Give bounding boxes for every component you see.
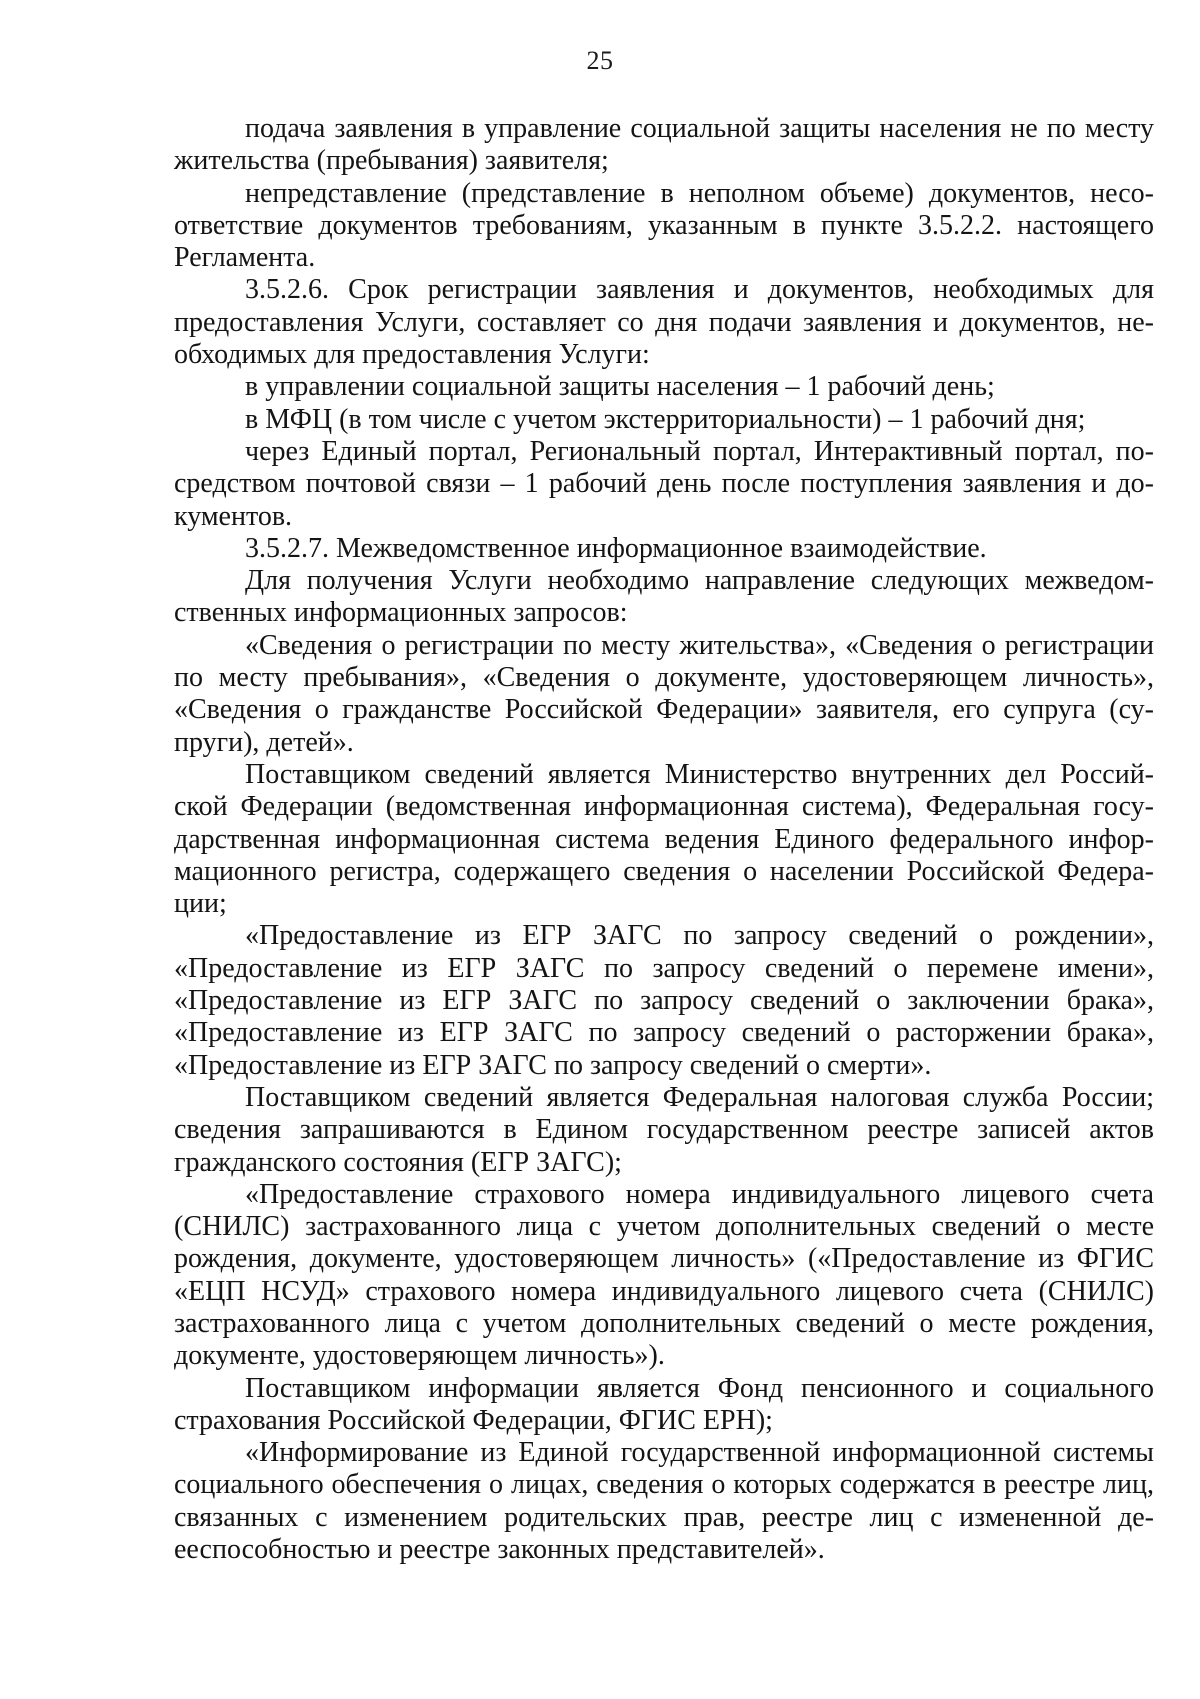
page-number: 25 xyxy=(586,46,614,75)
paragraph: «Информирование из Единой государственной информационной системы социального обеспечения о лицах, сведения о которых содержатся в реестре лиц, связанных с изменением родительских прав, реестре лиц с измененной деееспособностью и реестре законных представителей». xyxy=(174,1437,1154,1566)
paragraph: через Единый портал, Региональный портал, Интерактивный портал, посредством почтовой связи – 1 рабочий день после поступления заявления и документов. xyxy=(174,435,1154,532)
paragraph: непредставление (представление в неполном объеме) документов, несоответствие документов требованиям, указанным в пункте 3.5.2.2. настоящего Регламента. xyxy=(174,177,1154,274)
paragraph: 3.5.2.6. Срок регистрации заявления и документов, необходимых для предоставления Услуги, составляет со дня подачи заявления и документов, необходимых для предоставления Услуги: xyxy=(174,274,1154,371)
paragraph: «Предоставление страхового номера индивидуального лицевого счета (СНИЛС) застрахованного лица с учетом дополнительных сведений о месте рождения, документе, удостоверяющем личность» («Предоставление из ФГИС «ЕЦП НСУД» страхового номера индивидуального лицевого счета (СНИЛС) застрахованного лица с учетом дополнительных сведений о месте рождения, документе, удостоверяющем личность»). xyxy=(174,1178,1154,1372)
paragraph: «Сведения о регистрации по месту жительства», «Сведения о регистрации по месту пребывания», «Сведения о документе, удостоверяющем личность», «Сведения о гражданстве Российской Федерации» заявителя, его супруга (супруги), детей». xyxy=(174,629,1154,758)
paragraph: Поставщиком информации является Фонд пенсионного и социального страхования Российской Федерации, ФГИС ЕРН); xyxy=(174,1372,1154,1436)
paragraph: «Предоставление из ЕГР ЗАГС по запросу сведений о рождении», «Предоставление из ЕГР ЗАГС по запросу сведений о перемене имени», «Предоставление из ЕГР ЗАГС по запросу сведений о заключении брака», «Предоставление из ЕГР ЗАГС по запросу сведений о расторжении брака», «Предоставление из ЕГР ЗАГС по запросу сведений о смерти». xyxy=(174,920,1154,1081)
paragraph: подача заявления в управление социальной защиты населения не по месту жительства (пребывания) заявителя; xyxy=(174,113,1154,177)
document-body xyxy=(174,113,1154,1566)
paragraph: Поставщиком сведений является Министерство внутренних дел Российской Федерации (ведомственная информационная система), Федеральная государственная информационная система ведения Единого федерального информационного регистра, содержащего сведения о населении Российской Федерации; xyxy=(174,758,1154,920)
paragraph: Для получения Услуги необходимо направление следующих межведомственных информационных запросов: xyxy=(174,565,1154,629)
paragraph: Поставщиком сведений является Федеральная налоговая служба России; сведения запрашиваются в Едином государственном реестре записей актов гражданского состояния (ЕГР ЗАГС); xyxy=(174,1081,1154,1178)
paragraph: в управлении социальной защиты населения – 1 рабочий день; xyxy=(245,371,995,403)
paragraph: в МФЦ (в том числе с учетом экстерриториальности) – 1 рабочий дня; xyxy=(245,403,1086,435)
paragraph: 3.5.2.7. Межведомственное информационное взаимодействие. xyxy=(245,532,987,564)
